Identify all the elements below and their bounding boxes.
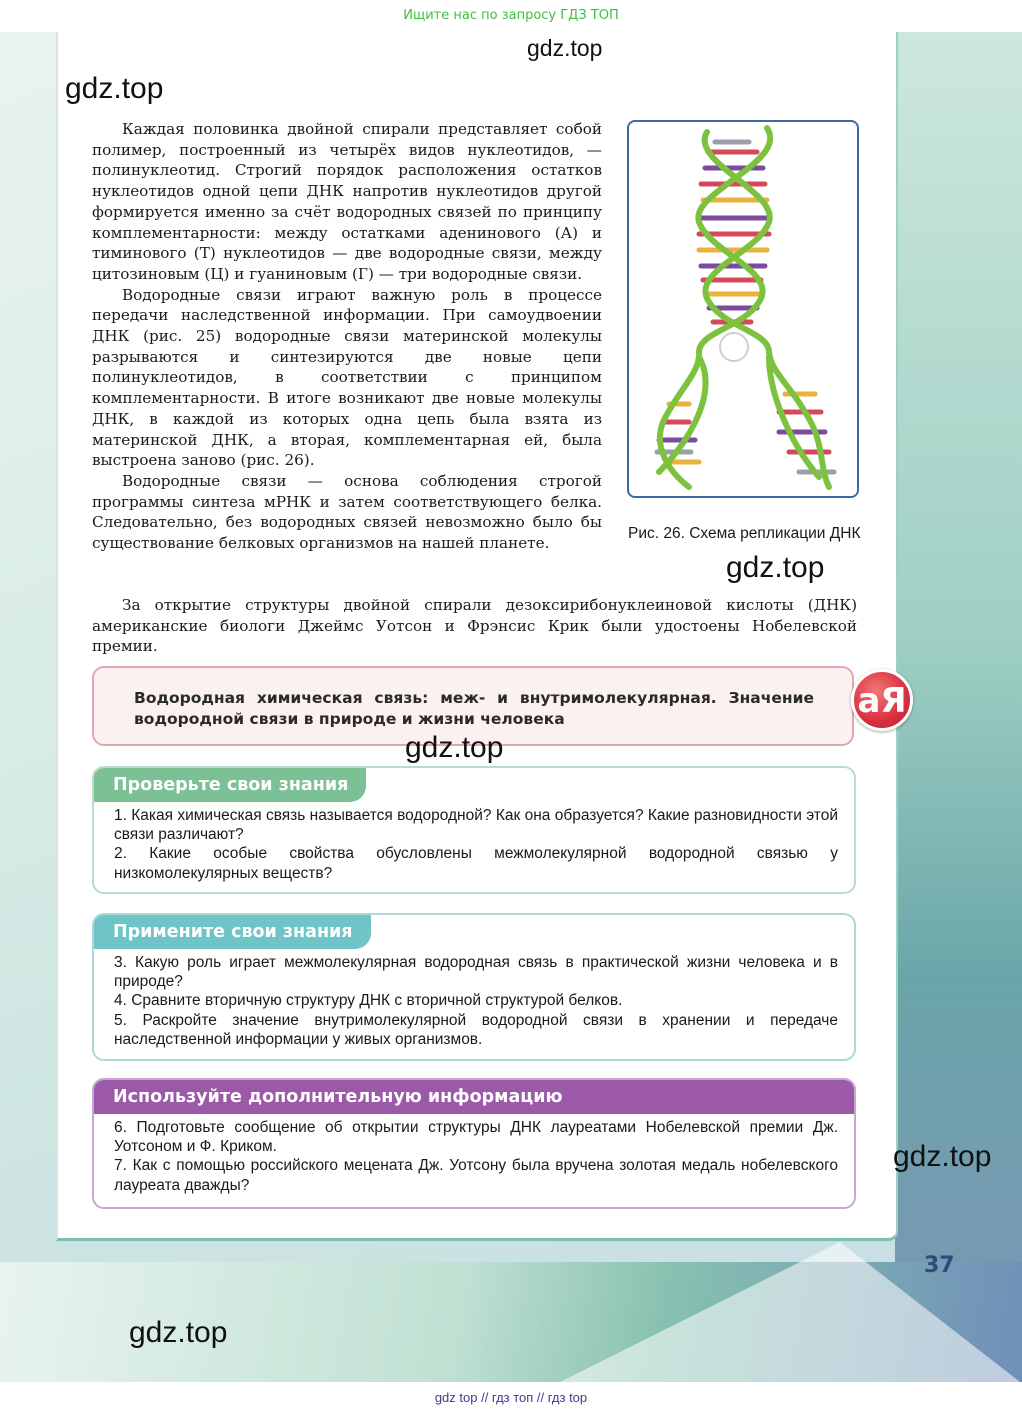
question: 6. Подготовьте сообщение об открытии структуры ДНК лауреатами Нобелевской премии Дж. Уотсоном и Ф. Криком. [114,1119,838,1156]
check-knowledge-box [92,766,856,894]
paragraph: Водородные связи играют важную роль в процессе передачи наследственной информации. При самоудвоении ДНК (рис. 25) водородные связи материнской молекулы разрываются и синтезируются две новые цепи полинуклеотидов, в соответствии с принципом комплементарности. В итоге возникают две новые молекулы ДНК, в каждой из которых одна цепь была взята из материнской ДНК, а вторая, комплементарная ей, была выстроена заново (рис. 26). [92,285,602,470]
background-shape-right [895,32,1022,1382]
paragraph: Каждая половинка двойной спирали представляет собой полимер, построенный из четырёх видов нуклеотидов, — полинуклеотид. Строгий порядок расположения остатков нуклеотидов одной цепи ДНК напротив нуклеотидов другой формируется именно за счёт водородных связей по принципу комплементарности: между остатками аденинового (А) и тиминового (Т) нуклеотидов — две водородные связи, между цитозиновым (Ц) и гуаниновым (Г) — три водородные связи. [92,120,602,283]
paragraph: За открытие структуры двойной спирали дезоксирибонуклеиновой кислоты (ДНК) американские биологи Джеймс Уотсон и Фрэнсис Крик были удостоены Нобелевской премии. [92,596,857,656]
main-text [92,119,602,554]
extra-info-questions [114,1118,838,1195]
dna-helix-illustration [629,122,857,496]
question: 5. Раскройте значение внутримолекулярной водородной связи в хранении и передаче наследственной информации у живых организмов. [114,1011,838,1048]
glossary-badge-icon: аЯ [851,669,913,731]
apply-knowledge-questions [114,953,838,1049]
watermark: gdz.top [893,1140,992,1173]
paragraph: Водородные связи — основа соблюдения строгой программы синтеза мРНК и затем соответствующего белка. Следовательно, без водородных связей невозможно было бы существование белковых организмов на нашей планете. [92,471,602,553]
watermark: gdz.top [65,72,164,105]
extra-info-box [92,1078,856,1209]
watermark: gdz.top [129,1316,228,1349]
key-concept-text: Водородная химическая связь: меж- и внутримолекулярная. Значение водородной связи в природе и жизни человека [134,689,814,728]
main-text-full-width [92,595,857,657]
footer: gdz top // гдз топ // гдз top [0,1382,1022,1415]
question: 4. Сравните вторичную структуру ДНК с вторичной структурой белков. [114,992,623,1010]
dna-replication-figure [627,120,859,498]
question: 1. Какая химическая связь называется водородной? Как она образуется? Какие разновидности этой связи различают? [114,807,838,844]
apply-knowledge-box [92,913,856,1061]
watermark: gdz.top [726,551,825,584]
watermark: gdz.top [405,731,504,764]
apply-knowledge-title: Примените свои знания [94,915,371,949]
watermark: gdz.top [527,35,603,61]
top-banner: Ищите нас по запросу ГДЗ ТОП [403,8,619,23]
question: 7. Как с помощью российского мецената Дж. Уотсону была вручена золотая медаль нобелевского лауреата дважды? [114,1157,838,1194]
question: 3. Какую роль играет межмолекулярная водородная связь в практической жизни человека и в природе? [114,954,838,991]
check-knowledge-title: Проверьте свои знания [94,768,366,802]
check-knowledge-questions [114,806,838,883]
figure-caption: Рис. 26. Схема репликации ДНК [628,525,861,542]
extra-info-title: Используйте дополнительную информацию [94,1080,854,1114]
question: 2. Какие особые свойства обусловлены межмолекулярной водородной связью у низкомолекулярных веществ? [114,845,838,882]
helicase-enzyme [720,333,748,361]
page-number: 37 [924,1253,955,1278]
